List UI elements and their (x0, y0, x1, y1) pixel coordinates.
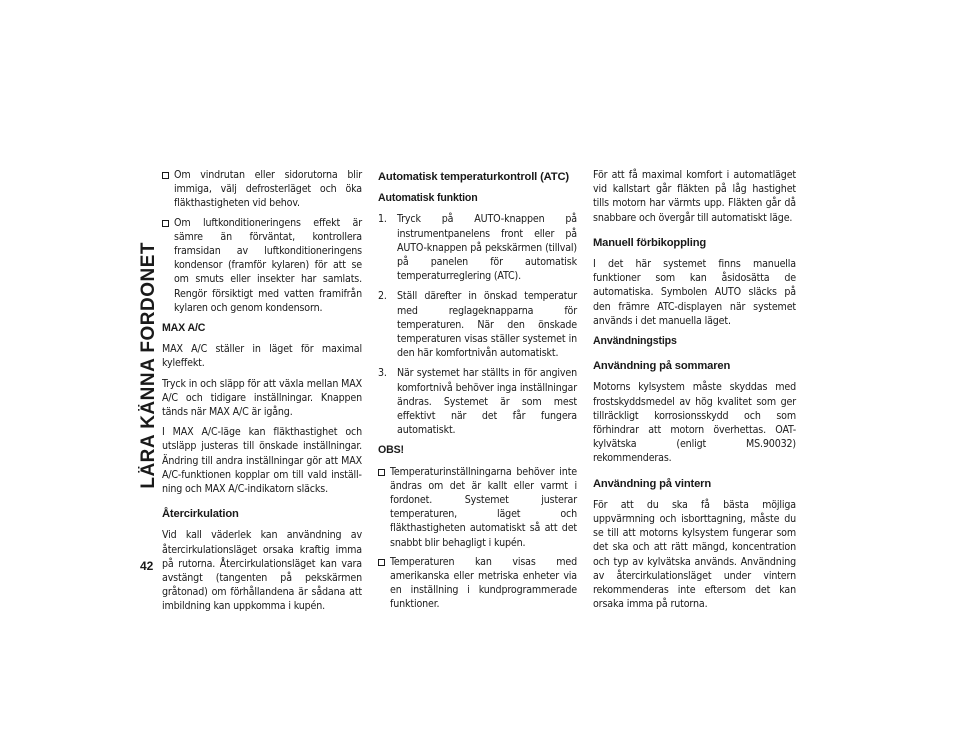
max-ac-paragraph: Tryck in och släpp för att växla mellan MAX A/C och tidigare inställningar. Knappen tänds när MAX A/C är igång. (162, 377, 362, 419)
summer-usage-paragraph: Motorns kylsystem måste skyddas med frostskyddsmedel av hög kvalitet som ger tillräckligt korrosionsskydd och som förhindrar att motorn överhettas. OAT-kylvätska (enligt MS.90032) rekommenderas. (593, 381, 796, 465)
auto-function-heading: Automatisk funktion (378, 192, 478, 205)
step-text: Tryck på AUTO-knappen på instrumentpanelens front eller på AUTO-knappen på pekskärmen (tillval) på panelen för automatisk temperaturreglering (ATC). (397, 213, 577, 283)
side-section-title (138, 168, 160, 563)
max-ac-heading: MAX A/C (162, 322, 206, 335)
square-bullet-icon (162, 172, 169, 179)
column-3 (593, 168, 796, 617)
page-number: 42 (140, 559, 154, 573)
numbered-step (378, 289, 577, 360)
max-ac-paragraph: MAX A/C ställer in läget för maximal kyleffekt. (162, 343, 362, 370)
manual-override-paragraph: I det här systemet finns manuella funktioner som kan åsidosätta de automatiska. Symbolen AUTO släcks på den främre ATC-displayen när systemet används i det manuella läget. (593, 258, 796, 327)
recirculation-heading: Återcirkulation (162, 508, 239, 521)
winter-usage-heading: Användning på vintern (593, 477, 712, 490)
column-1 (162, 168, 362, 620)
step-number: 2. (378, 290, 387, 303)
square-bullet-icon (378, 559, 385, 566)
square-bullet-icon (162, 220, 169, 227)
column-2 (378, 170, 577, 617)
bullet-item (378, 555, 577, 612)
usage-tips-heading: Användningstips (593, 335, 677, 348)
summer-usage-heading: Användning på sommaren (593, 360, 731, 373)
intro-paragraph: För att få maximal komfort i automatläget vid kallstart går fläkten på låg hastighet tills motorn har värmts upp. Fläkten går då snabbare och övergår till automatiskt läge. (593, 169, 796, 224)
bullet-text: Temperaturinställningarna behöver inte ändras om det är kallt eller varmt i fordonet. Systemet justerar temperaturen, läget och fläkthastigheten automatiskt så att det snabbt blir behagligt i kupén. (390, 465, 577, 549)
step-number: 1. (378, 213, 387, 226)
numbered-step (378, 366, 577, 437)
side-section-title-text: LÄRA KÄNNA FORDONET (138, 242, 159, 489)
numbered-step (378, 212, 577, 283)
winter-usage-paragraph: För att du ska få bästa möjliga uppvärmning och isborttagning, måste du se till att motorns kylsystem fungerar som det ska och att rätt mängd, koncentration och typ av kylvätska används. Användning av återcirkulationsläget under vintern rekommenderas inte eftersom det kan orsaka imma på rutorna. (593, 498, 796, 611)
step-text: När systemet har ställts in för angiven komfortnivå behöver inga inställningar ändras. Systemet är som mest effektivt när det får fungera automatiskt. (397, 367, 577, 437)
atc-heading: Automatisk temperaturkontroll (ATC) (378, 171, 569, 183)
max-ac-paragraph: I MAX A/C-läge kan fläkthastighet och utsläpp justeras till önskade inställningar. Ändring till andra inställningar gör att MAX A/C-funktionen kopplar om till vald inställning och MAX A/C-indikatorn släcks. (162, 426, 362, 496)
step-text: Ställ därefter in önskad temperatur med reglageknapparna för temperaturen. När den önskade temperaturen visas ställer systemet in den här komfortnivån automatiskt. (397, 290, 577, 360)
bullet-item (378, 465, 577, 550)
manual-override-heading: Manuell förbikoppling (593, 236, 707, 249)
bullet-text: Om vindrutan eller sidorutorna blir immiga, välj defrosterläget och öka fläkthastigheten vid behov. (174, 169, 362, 210)
step-number: 3. (378, 367, 387, 380)
bullet-text: Temperaturen kan visas med amerikanska eller metriska enheter via en inställning i kundprogrammerade funktioner. (390, 555, 577, 611)
bullet-item (162, 168, 362, 211)
bullet-item (162, 216, 362, 315)
recirculation-paragraph: Vid kall väderlek kan användning av återcirkulationsläget orsaka kraftig imma på rutorna. Återcirkulationsläget kan vara avstängt (tangenten på pekskärmen gråtonad) om förhållandena är sådana att imbildning kan uppkomma i kupén. (162, 529, 362, 613)
note-heading: OBS! (378, 444, 404, 457)
bullet-text: Om luftkonditioneringens effekt är sämre än förväntat, kontrollera framsidan av luftkonditioneringens kondensor (framför kylaren) för att se om smuts eller insekter har samlats. Rengör försiktigt med vatten framifrån kylaren och genom kondensorn. (174, 216, 362, 314)
square-bullet-icon (378, 469, 385, 476)
